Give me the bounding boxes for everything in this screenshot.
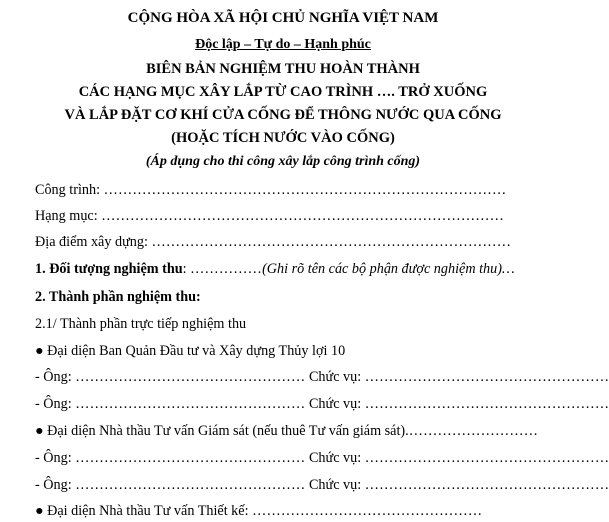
field-cong-trinh [35, 182, 506, 199]
doc-subtitle: (Áp dụng cho thi công xây lắp công trình cống) [145, 154, 421, 169]
national-title: CỘNG HÒA XÃ HỘI CHỦ NGHĨA VIỆT NAM [127, 10, 439, 26]
rep-tu-van-thiet-ke-label: ● Đại diện Nhà thầu Tư vấn Thiết kế: [35, 503, 253, 519]
chucvu-label: Chức vụ: [305, 396, 365, 412]
section-1 [35, 261, 515, 278]
chucvu-label: Chức vụ: [305, 450, 365, 466]
chucvu-dots: …………………………………………… [364, 396, 609, 412]
doc-title-line-3: VÀ LẮP ĐẶT CƠ KHÍ CỬA CỐNG ĐỂ THÔNG NƯỚC QUA CỐNG [64, 107, 502, 123]
person-line-3 [35, 450, 609, 467]
field-cong-trinh-label: Công trình: [35, 182, 101, 198]
person-line-4 [35, 477, 609, 494]
chucvu-label: Chức vụ: [305, 477, 365, 493]
section-2-heading: 2. Thành phần nghiệm thu: [35, 289, 201, 305]
field-hang-muc-label: Hạng mục: [35, 208, 98, 224]
field-cong-trinh-dots: ………………………………………………………………………… [103, 182, 507, 198]
rep-tu-van-thiet-ke [35, 503, 482, 520]
chucvu-label: Chức vụ: [305, 369, 365, 385]
ong-dots: ………………………………………… [75, 477, 306, 493]
ong-dots: ………………………………………… [75, 396, 306, 412]
chucvu-dots: …………………………………………… [364, 477, 609, 493]
rep-tu-van-giam-sat-dots: ……………………… [408, 423, 539, 439]
field-dia-diem [35, 234, 511, 251]
section-1-colon: : [182, 261, 191, 277]
ong-label: - Ông: [35, 450, 76, 466]
ong-label: - Ông: [35, 369, 76, 385]
section-1-label: 1. Đối tượng nghiệm thu [35, 261, 183, 277]
person-line-1 [35, 369, 609, 386]
motto-text: Độc lập – Tự do – Hạnh phúc [195, 37, 371, 52]
ong-dots: ………………………………………… [75, 450, 306, 466]
chucvu-dots: …………………………………………… [364, 450, 609, 466]
rep-tu-van-giam-sat [35, 423, 538, 440]
field-hang-muc-dots: ………………………………………………………………………… [101, 208, 505, 224]
doc-title-line-1: BIÊN BẢN NGHIỆM THU HOÀN THÀNH [146, 61, 420, 77]
chucvu-dots: …………………………………………… [364, 369, 609, 385]
rep-tu-van-giam-sat-label: ● Đại diện Nhà thầu Tư vấn Giám sát (nếu thuê Tư vấn giám sát). [35, 423, 409, 439]
doc-title-line-4: (HOẶC TÍCH NƯỚC VÀO CỐNG) [171, 130, 395, 146]
field-dia-diem-dots: ………………………………………………………………… [151, 234, 512, 250]
section-1-dots: …………… [190, 261, 263, 277]
ong-label: - Ông: [35, 396, 76, 412]
section-1-note: (Ghi rõ tên các bộ phận được nghiệm thu)… [262, 261, 515, 277]
doc-title-line-2: CÁC HẠNG MỤC XÂY LẮP TỪ CAO TRÌNH …. TRỞ XUỐNG [78, 84, 488, 100]
section-2-1-heading: 2.1/ Thành phần trực tiếp nghiệm thu [35, 316, 247, 332]
field-dia-diem-label: Địa điểm xây dựng: [35, 234, 148, 250]
motto [0, 37, 566, 53]
rep-ban-quan-ly: ● Đại diện Ban Quản Đầu tư và Xây dựng Thủy lợi 10 [35, 343, 346, 359]
rep-tu-van-thiet-ke-dots: ………………………………………… [252, 503, 483, 519]
ong-label: - Ông: [35, 477, 76, 493]
ong-dots: ………………………………………… [75, 369, 306, 385]
field-hang-muc [35, 208, 504, 225]
person-line-2 [35, 396, 609, 413]
